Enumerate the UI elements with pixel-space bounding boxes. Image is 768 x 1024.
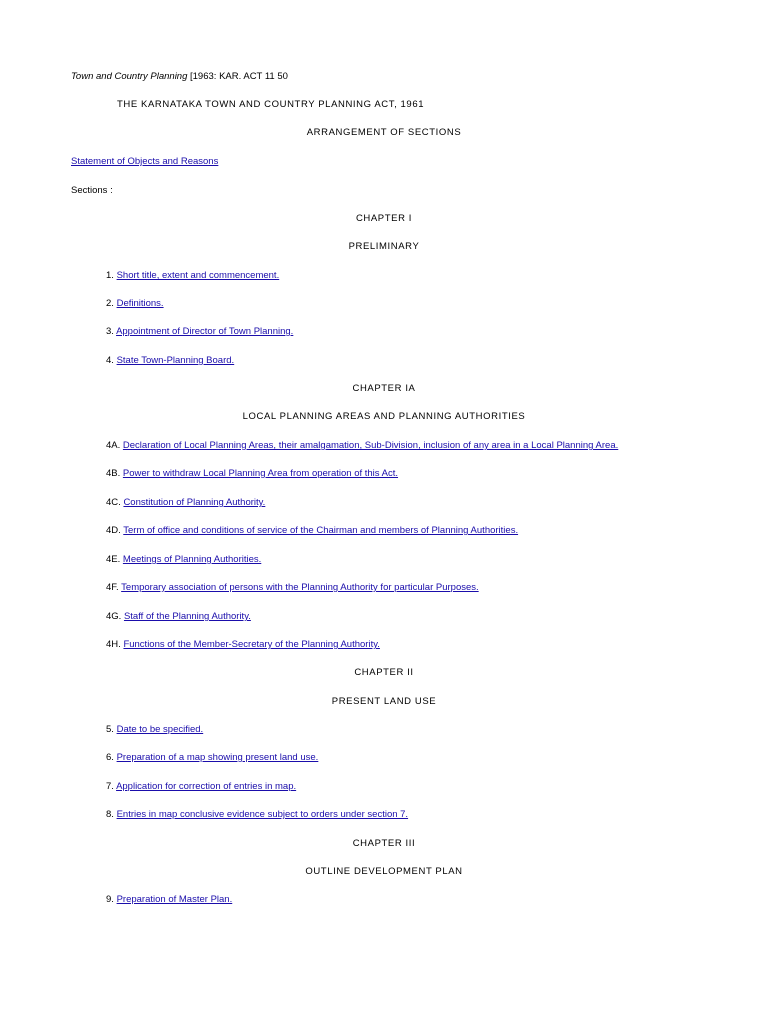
section-link[interactable]: Power to withdraw Local Planning Area from operation of this Act. — [122, 468, 399, 479]
statement-of-objects-link[interactable]: Statement of Objects and Reasons — [71, 156, 219, 167]
section-link[interactable]: Constitution of Planning Authority. — [123, 497, 266, 508]
section-link[interactable]: Short title, extent and commencement. — [116, 270, 280, 281]
section-item — [106, 781, 296, 793]
section-link[interactable]: Entries in map conclusive evidence subject to orders under section 7. — [116, 809, 409, 820]
section-item — [106, 582, 479, 594]
section-number: 4. — [106, 355, 114, 366]
section-item — [106, 752, 318, 764]
sections-label: Sections : — [71, 185, 113, 196]
section-number: 6. — [106, 752, 114, 763]
section-number: 4C. — [106, 497, 121, 508]
section-item — [106, 639, 380, 651]
section-number: 4F. — [106, 582, 119, 593]
section-number: 3. — [106, 326, 114, 337]
chapter-title: PRESENT LAND USE — [331, 696, 437, 707]
section-link[interactable]: Appointment of Director of Town Planning. — [116, 326, 294, 337]
section-link[interactable]: Declaration of Local Planning Areas, their amalgamation, Sub-Division, inclusion of any area in a Local Planning Area. — [122, 440, 619, 451]
section-link[interactable]: State Town-Planning Board. — [116, 355, 235, 366]
header-title-italic: Town and Country Planning — [71, 71, 188, 82]
section-link[interactable]: Application for correction of entries in map. — [116, 781, 297, 792]
chapter-title: LOCAL PLANNING AREAS AND PLANNING AUTHORITIES — [242, 411, 526, 422]
section-link[interactable]: Staff of the Planning Authority. — [123, 611, 251, 622]
section-number: 4G. — [106, 611, 122, 622]
section-link[interactable]: Preparation of Master Plan. — [116, 894, 233, 905]
section-item — [106, 326, 293, 338]
section-item — [106, 894, 232, 906]
section-number: 4A. — [106, 440, 121, 451]
section-item — [106, 468, 398, 480]
chapter-number: CHAPTER IA — [352, 383, 416, 394]
header-citation — [71, 71, 288, 83]
section-item — [106, 440, 618, 452]
section-link[interactable]: Temporary association of persons with the Planning Authority for particular Purposes. — [121, 582, 479, 593]
section-link[interactable]: Date to be specified. — [116, 724, 204, 735]
statement-row — [71, 156, 218, 168]
section-item — [106, 525, 518, 537]
section-link[interactable]: Definitions. — [116, 298, 164, 309]
section-item — [106, 724, 203, 736]
section-number: 4B. — [106, 468, 121, 479]
section-item — [106, 355, 234, 367]
chapter-title: OUTLINE DEVELOPMENT PLAN — [305, 866, 463, 877]
section-number: 5. — [106, 724, 114, 735]
section-number: 8. — [106, 809, 114, 820]
section-item — [106, 554, 261, 566]
section-number: 9. — [106, 894, 114, 905]
chapter-title: PRELIMINARY — [348, 241, 420, 252]
section-link[interactable]: Meetings of Planning Authorities. — [122, 554, 262, 565]
section-item — [106, 298, 164, 310]
act-title: THE KARNATAKA TOWN AND COUNTRY PLANNING ACT, 1961 — [117, 99, 425, 110]
chapter-number: CHAPTER II — [354, 667, 414, 678]
section-number: 7. — [106, 781, 114, 792]
header-title-rest: [1963: KAR. ACT 11 50 — [187, 71, 288, 82]
section-number: 2. — [106, 298, 114, 309]
section-number: 4E. — [106, 554, 121, 565]
section-item — [106, 611, 251, 623]
section-number: 4D. — [106, 525, 121, 536]
chapter-number: CHAPTER I — [355, 213, 413, 224]
section-item — [106, 809, 408, 821]
section-number: 1. — [106, 270, 114, 281]
section-number: 4H. — [106, 639, 121, 650]
section-item — [106, 497, 265, 509]
arrangement-heading: ARRANGEMENT OF SECTIONS — [306, 127, 462, 138]
chapter-number: CHAPTER III — [352, 838, 416, 849]
section-link[interactable]: Preparation of a map showing present land use. — [116, 752, 319, 763]
section-item — [106, 270, 279, 282]
section-link[interactable]: Functions of the Member-Secretary of the Planning Authority. — [123, 639, 380, 650]
section-link[interactable]: Term of office and conditions of service of the Chairman and members of Planning Authorities. — [123, 525, 519, 536]
